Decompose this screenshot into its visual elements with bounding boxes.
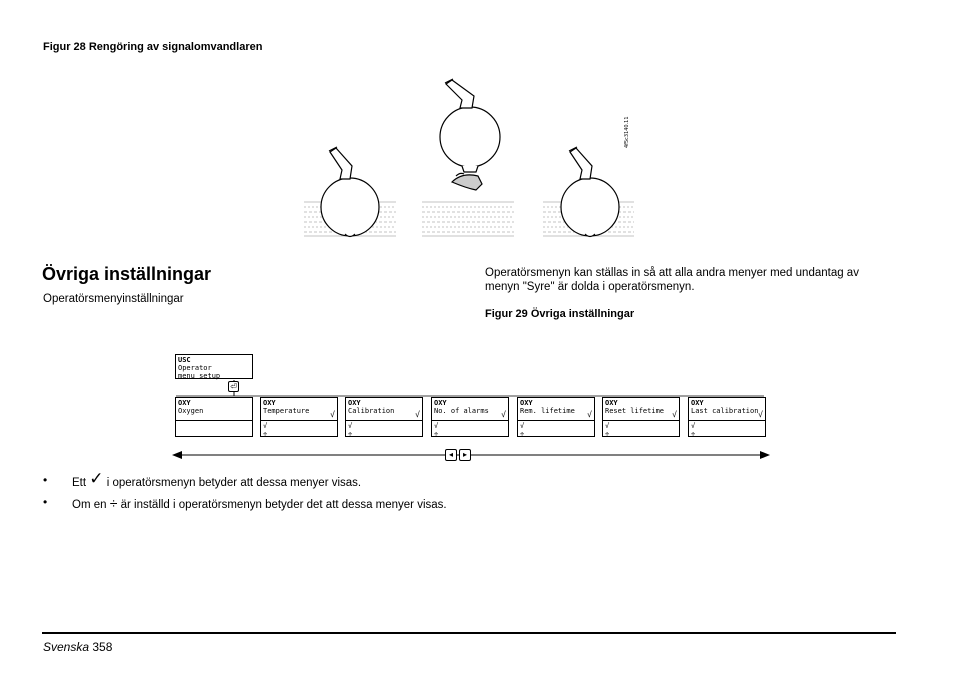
bullet-check: Ett ✓ i operatörsmenyn betyder att dessa menyer visas. (72, 469, 362, 489)
menu-sub-oxygen (175, 421, 253, 437)
intro-paragraph: Operatörsmenyn kan ställas in så att alla andra menyer med undantag av menyn "Syre" är dolda i operatörsmenyn. (485, 267, 859, 293)
bullet-marker: • (43, 473, 48, 487)
checkmark-icon: ✓ (89, 469, 104, 488)
top-box-line1: USC (178, 356, 191, 364)
footer-page-number: 358 (92, 640, 113, 654)
page-footer (43, 640, 112, 654)
footer-language: Svenska (43, 640, 90, 654)
enter-key-icon: ⏎ (228, 381, 239, 392)
footer-divider (42, 632, 896, 634)
section-title: Övriga inställningar (42, 264, 212, 284)
bullet-marker: • (43, 495, 48, 509)
figure-29-caption: Figur 29 Övriga inställningar (485, 308, 635, 320)
figure-code: 4f5c3140.11 (624, 116, 630, 148)
bullet-divide: Om en ÷ är inställd i operatörsmenyn betyder det att dessa menyer visas. (72, 495, 447, 511)
divide-icon: ÷ (109, 495, 118, 511)
sensor-cleaning-illustration (300, 78, 640, 243)
top-box-line3: menu setup (178, 372, 221, 380)
navigation-double-arrow (172, 448, 770, 462)
section-subtitle: Operatörsmenyinställningar (43, 293, 184, 305)
top-box-line2: Operator (178, 364, 212, 372)
connector-lines (170, 376, 770, 398)
right-arrow-key-icon: ▸ (459, 449, 471, 461)
figure-28-caption: Figur 28 Rengöring av signalomvandlaren (43, 41, 263, 53)
left-arrow-key-icon: ◂ (445, 449, 457, 461)
